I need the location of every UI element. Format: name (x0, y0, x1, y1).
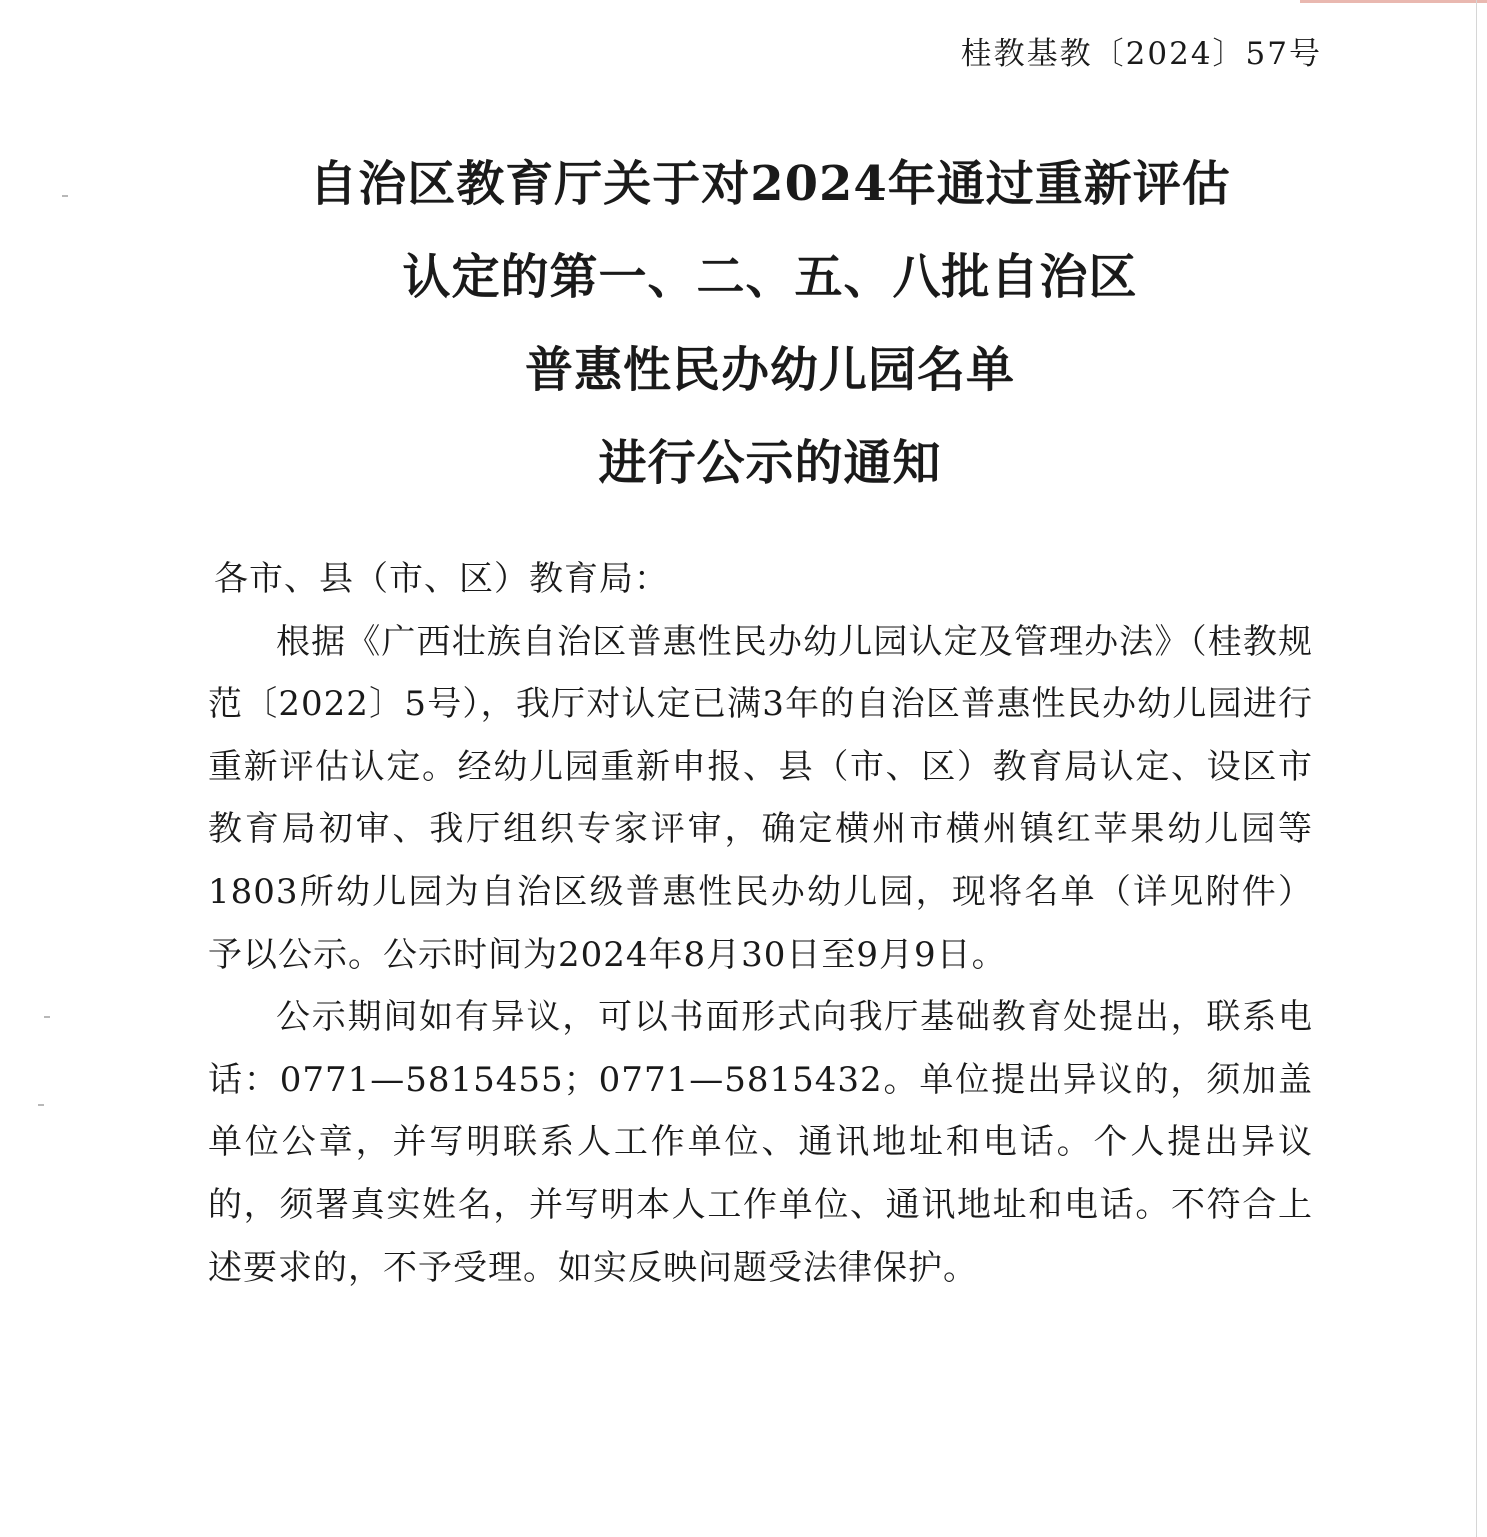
document-body (208, 548, 1313, 1299)
document-number: 桂教基教〔2024〕57号 (960, 36, 1322, 72)
paragraph: 根据《广西壮族自治区普惠性民办幼儿园认定及管理办法》（桂教规范〔2022〕5号），我厅对认定已满3年的自治区普惠性民办幼儿园进行重新评估认定。经幼儿园重新申报、县（市、区）教育局认定、设区市教育局初审、我厅组织专家评审，确定横州市横州镇红苹果幼儿园等1803所幼儿园为自治区级普惠性民办幼儿园，现将名单（详见附件）予以公示。公示时间为2024年8月30日至9月9日。 (208, 621, 1313, 975)
title-line: 认定的第一、二、五、八批自治区 (402, 249, 1138, 305)
title-line: 普惠性民办幼儿园名单 (524, 342, 1015, 398)
title-line: 自治区教育厅关于对2024年通过重新评估 (309, 156, 1231, 212)
scan-edge-mark (1300, 0, 1487, 3)
scan-speck (38, 1104, 44, 1106)
scan-speck (44, 1016, 50, 1018)
title-line: 进行公示的通知 (598, 435, 942, 491)
paragraph: 公示期间如有异议，可以书面形式向我厅基础教育处提出，联系电话：0771—5815455；0771—5815432。单位提出异议的，须加盖单位公章，并写明联系人工作单位、通讯地址和电话。个人提出异议的，须署真实姓名，并写明本人工作单位、通讯地址和电话。不符合上述要求的，不予受理。如实反映问题受法律保护。 (208, 997, 1313, 1288)
document-title (0, 138, 1487, 510)
salutation: 各市、县（市、区）教育局： (214, 559, 669, 599)
